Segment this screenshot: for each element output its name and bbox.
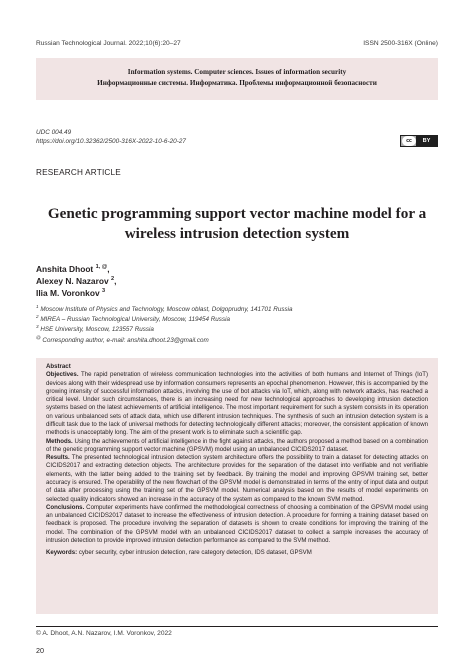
abstract-conclusions: Conclusions. Computer experiments have confirmed the methodological correctness of choosing a combination of the GPSVM model using an unbalanced CICIDS2017 dataset to increase the effectiveness of intrusion detection. A procedure for forming a training dataset based on feedback is proposed. The procedure involving the separation of datasets is shown to create conditions for improving the training of the model. The combination of the GPSVM model with an unbalanced CICIDS2017 dataset to collect a sample increases the accuracy of intrusion detection to provide improved intrusion detection performance as compared to the SVM method. — [46, 503, 428, 544]
affiliation-item: $^1$ Moscow Institute of Physics and Technology, Moscow oblast, Dolgoprudny, 141701 Russia — [36, 304, 293, 314]
running-header — [36, 40, 438, 47]
author-list — [36, 263, 116, 300]
journal-reference: Russian Technological Journal. 2022;10(6):20–27 — [36, 40, 181, 47]
copyright-notice: © A. Dhoot, A.N. Nazarov, I.M. Voronkov, 2022 — [36, 630, 172, 637]
affiliation-item: @ Corresponding author, e-mail: anshita.dhoot.23@gmail.com — [36, 334, 209, 344]
journal-section-band — [36, 58, 438, 100]
doi-link[interactable]: https://doi.org/10.32362/2500-316X-2022-10-6-20-27 — [36, 138, 186, 146]
attribution-label: BY — [416, 136, 437, 146]
keywords: Keywords: cyber security, cyber intrusion detection, rare category detection, IDS dataset, GPSVM — [46, 549, 312, 557]
cc-by-license-badge[interactable] — [400, 135, 438, 147]
author-name: Anshita Dhoot — [36, 264, 94, 274]
abstract-methods: Methods. Using the achievements of artificial intelligence in the fight against attacks, the authors proposed a method based on a combination of the genetic programming support vector machine (GPSVM) model using an unbalanced CICIDS2017 dataset. — [46, 437, 428, 453]
affiliation-item: $^2$ MIREA – Russian Technological University, Moscow, 119454 Russia — [36, 314, 231, 324]
udc-code: UDC 004.49 — [36, 129, 72, 136]
issn: ISSN 2500-316X (Online) — [363, 40, 438, 47]
abstract-objectives: Objectives. The rapid penetration of wireless communication technologies into the activities of both humans and Internet of Things (IoT) devices along with their widespread use by information consumers represents an epochal phenomenon. However, this is accompanied by the growing intensity of successful information attacks, involving the use of bot attacks via IoT, which, along with network attacks, has reached a critical level. Under such circumstances, there is an increasing need for new technological approaches to developing intrusion detection systems based on the latest achievements of artificial intelligence. The most important requirement for such a system consists in its operation on various unbalanced sets of attack data, which use different intrusion techniques. The synthesis of such an intrusion detection system is a difficult task due to the lack of universal methods for detecting technologically different attacks; moreover, the consistent application of known methods is unacceptably long. The aim of the present work is to eliminate such a scientific gap. — [46, 371, 428, 437]
author-name: Ilia M. Voronkov — [36, 288, 100, 299]
author-line — [36, 287, 116, 299]
abstract-heading: Abstract — [46, 363, 71, 370]
footer-divider — [36, 626, 438, 627]
author-name: Alexey N. Nazarov — [36, 276, 109, 287]
article-type: RESEARCH ARTICLE — [36, 168, 121, 177]
section-title-russian: Информационные системы. Информатика. Проблемы информационной безопасности — [97, 79, 377, 88]
section-title-english: Information systems. Computer sciences. Issues of information security — [127, 68, 347, 76]
author-line: Anshita Dhoot $^{1, @}$, — [36, 264, 110, 274]
author-affiliation-mark: 2 — [110, 276, 115, 283]
udc-doi-block — [36, 128, 186, 147]
abstract-results: Results. The presented technological intrusion detection system architecture offers the possibility to train a dataset for detecting attacks on CICIDS2017 and extracting detection objects. The architecture provides for the separation of the dataset into verifiable and not verifiable elements, with the latter being added to the training set by feedback. By training the model and improving GPSVM training set, better accuracy is ensured. The operability of the new flowchart of the GPSVM model is demonstrated in terms of the entry of input data and output of data after processing using the training set of the GPSVM model. Numerical analysis based on the results of model experiments on selected quality indicators showed an increase in the accuracy of the system as compared to the known SVM method. — [46, 454, 428, 503]
affiliation-list — [36, 304, 438, 345]
author-affiliation-mark: 3 — [101, 288, 106, 295]
author-affiliation-mark: 1, @ — [95, 264, 108, 271]
affiliation-item: $^3$ HSE University, Moscow, 123557 Russia — [36, 324, 154, 334]
creative-commons-icon: cc — [402, 136, 416, 146]
article-title: Genetic programming support vector machine model for a wireless intrusion detection system — [47, 205, 427, 242]
abstract-box — [36, 358, 438, 614]
page-number: 20 — [36, 646, 44, 655]
author-line: Alexey N. Nazarov $^2$, — [36, 276, 117, 287]
